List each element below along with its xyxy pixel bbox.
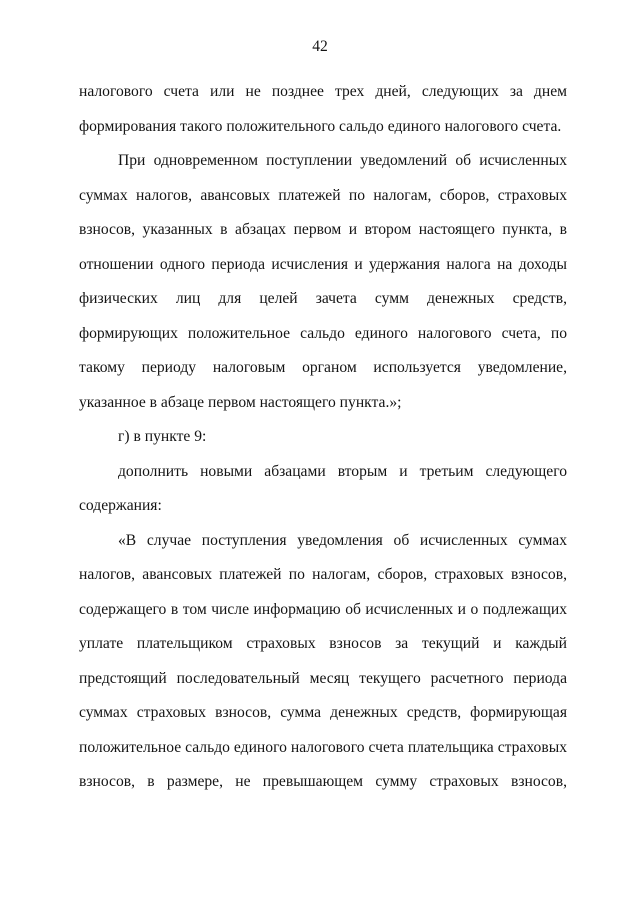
document-body <box>79 75 567 800</box>
paragraph-simultaneous-notifications: При одновременном поступлении уведомлений об исчисленных суммах налогов, авансовых платежей по налогам, сборов, страховых взносов, указанных в абзацах первом и втором настоящего пункта, в отношении одного периода исчисления и удержания налога на доходы физических лиц для целей зачета сумм денежных средств, формирующих положительное сальдо единого налогового счета, по такому периоду налоговым органом используется уведомление, указанное в абзаце первом настоящего пункта.»; <box>79 152 567 411</box>
paragraph-add-new-subparagraphs: дополнить новыми абзацами вторым и третьим следующего содержания: <box>79 462 567 514</box>
paragraph-quoted-amendment: «В случае поступления уведомления об исчисленных суммах налогов, авансовых платежей по налогам, сборов, страховых взносов, содержащего в том числе информацию об исчисленных и о подлежащих уплате плательщиком страховых взносов за текущий и каждый предстоящий последовательный месяц текущего расчетного периода суммах страховых взносов, сумма денежных средств, формирующая положительное сальдо единого налогового счета плательщика страховых взносов, в размере, не превышающем сумму страховых взносов, <box>79 531 567 790</box>
paragraph-subitem-g: г) в пункте 9: <box>118 428 207 445</box>
paragraph-continuation: налогового счета или не позднее трех дней, следующих за днем формирования такого положительного сальдо единого налогового счета. <box>79 83 567 135</box>
page-number: 42 <box>312 38 328 55</box>
